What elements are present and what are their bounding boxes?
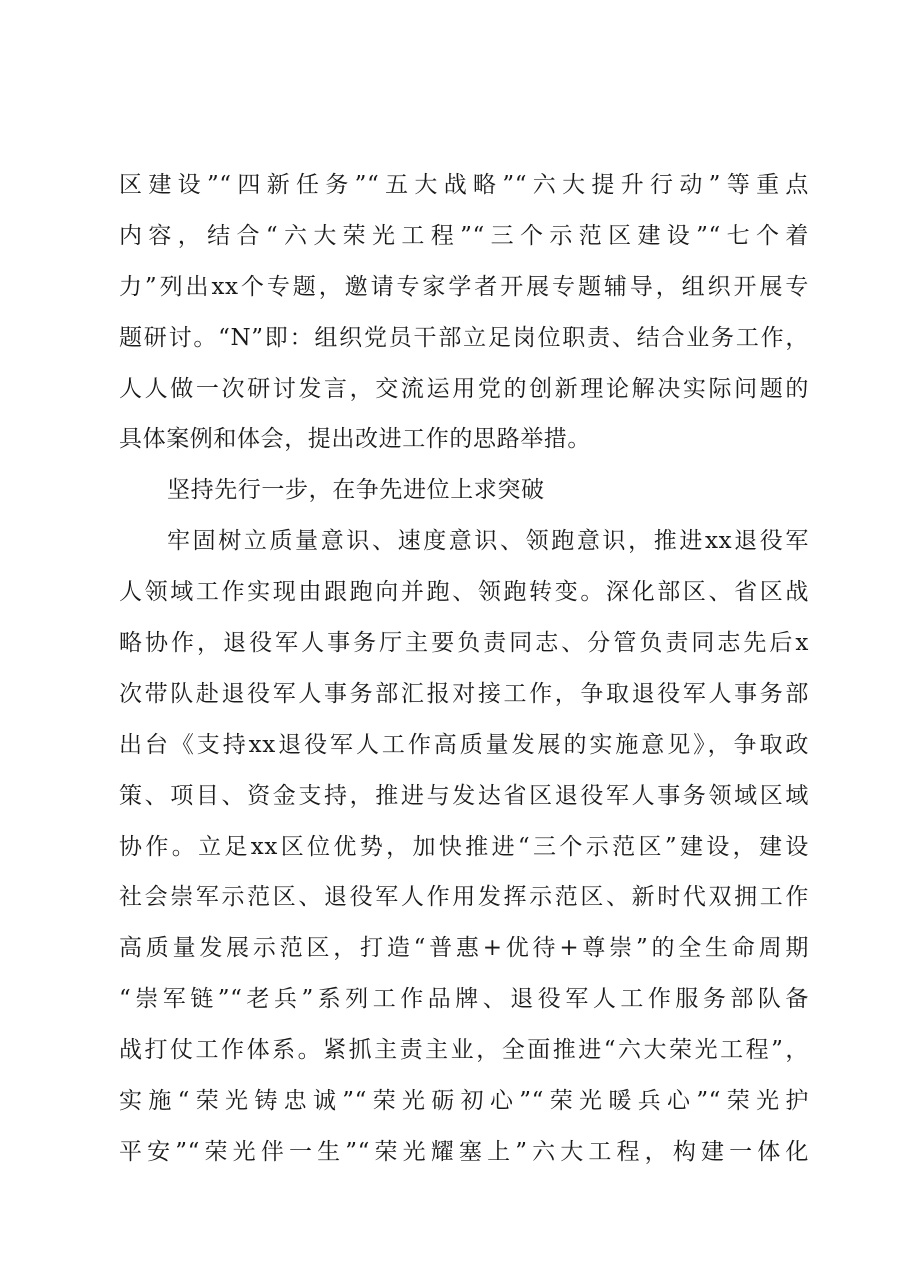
text-line: 高质量发展示范区，打造“普惠+优待+尊崇”的全生命周期 — [119, 935, 809, 962]
text-line: 平安”“荣光伴一生”“荣光耀塞上”六大工程，构建一体化 — [119, 1138, 809, 1165]
text-line: 次带队赴退役军人事务部汇报对接工作，争取退役军人事务部 — [119, 680, 809, 707]
text-line: 战打仗工作体系。紧抓主责主业，全面推进“六大荣光工程”， — [119, 1037, 809, 1064]
section-heading — [119, 465, 809, 516]
text-line: 协作。立足xx区位优势，加快推进“三个示范区”建设，建设 — [119, 833, 809, 860]
text-line: 出台《支持xx退役军人工作高质量发展的实施意见》，争取政 — [119, 731, 809, 758]
text-line: 人人做一次研讨发言，交流运用党的创新理论解决实际问题的 — [119, 375, 809, 402]
document-body — [119, 160, 809, 1178]
text-line: 社会崇军示范区、退役军人作用发挥示范区、新时代双拥工作 — [119, 884, 809, 911]
text-line: 力”列出xx个专题，邀请专家学者开展专题辅导，组织开展专 — [119, 273, 809, 300]
text-line: 实施“荣光铸忠诚”“荣光砺初心”“荣光暖兵心”“荣光护 — [119, 1088, 809, 1115]
text-line: 人领域工作实现由跟跑向并跑、领跑转变。深化部区、省区战 — [119, 579, 809, 606]
heading-line: 坚持先行一步，在争先进位上求突破 — [167, 477, 545, 504]
text-line: 内容，结合“六大荣光工程”“三个示范区建设”“七个着 — [119, 222, 809, 249]
text-line: 策、项目、资金支持，推进与发达省区退役军人事务领域区域 — [119, 782, 809, 809]
paragraph-2 — [119, 516, 809, 1178]
text-line: 具体案例和体会，提出改进工作的思路举措。 — [119, 426, 591, 453]
text-line: 牢固树立质量意识、速度意识、领跑意识，推进xx退役军 — [167, 528, 809, 555]
text-line: 题研讨。“N”即：组织党员干部立足岗位职责、结合业务工作， — [119, 324, 809, 351]
paragraph-1 — [119, 160, 809, 465]
text-line: 略协作，退役军人事务厅主要负责同志、分管负责同志先后x — [119, 630, 809, 657]
text-line: 区建设”“四新任务”“五大战略”“六大提升行动”等重点 — [119, 172, 809, 198]
text-line: “崇军链”“老兵”系列工作品牌、退役军人工作服务部队备 — [119, 986, 809, 1013]
